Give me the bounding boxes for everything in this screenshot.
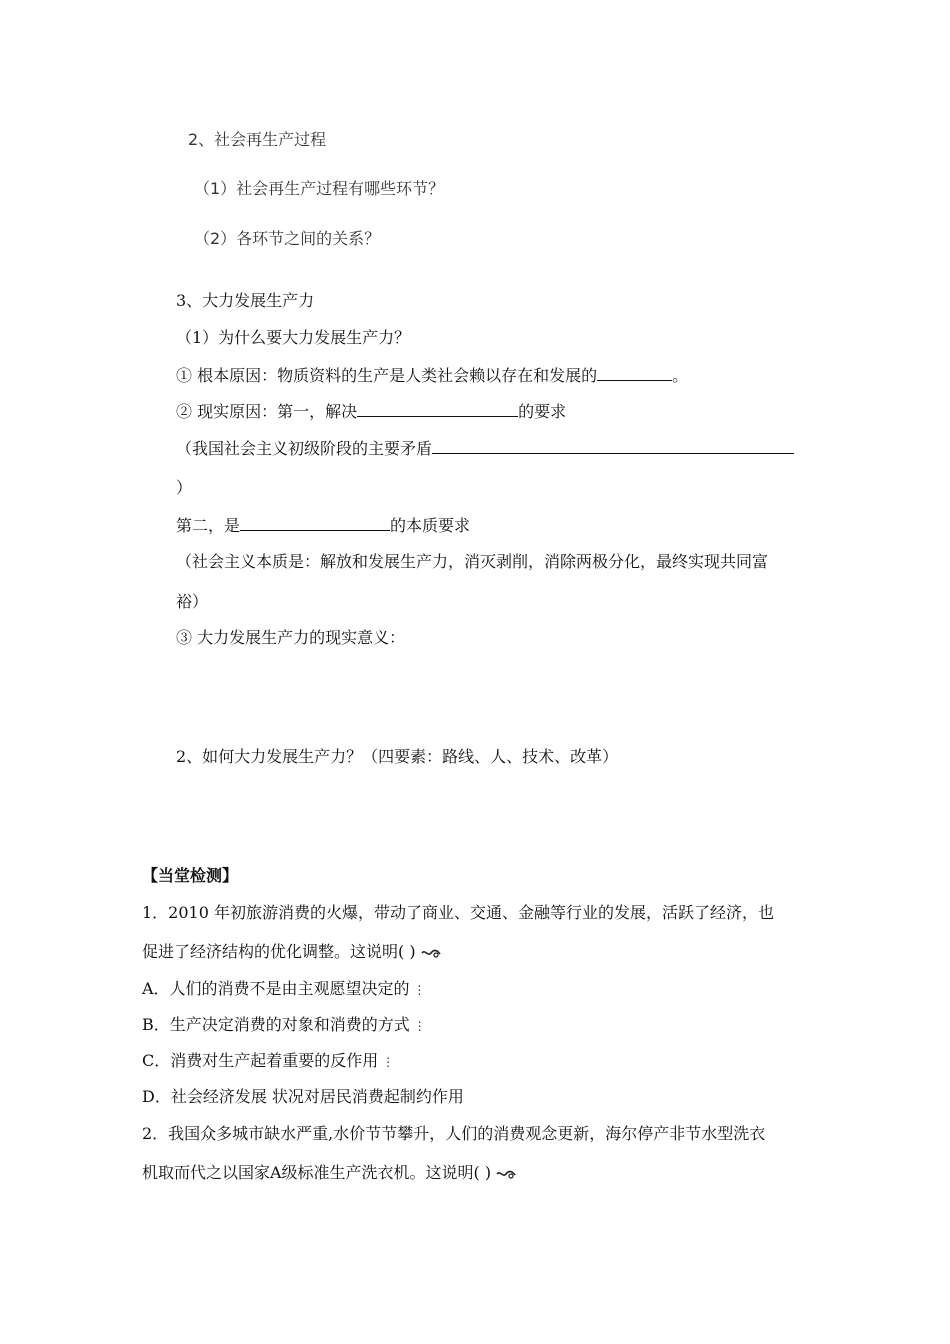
reason1-suffix: 。 <box>672 366 689 385</box>
fill-blank <box>357 400 518 417</box>
section3-heading: 3、大力发展生产力 <box>176 291 315 310</box>
contradiction-line <box>176 437 794 460</box>
second-reason-line <box>176 514 470 537</box>
reason2-text: ② 现实原因：第一，解决 <box>176 402 358 421</box>
reason2-line <box>176 400 566 423</box>
fill-blank <box>240 514 390 531</box>
second-reason-suffix: 的本质要求 <box>390 516 471 535</box>
essence-line2: 裕） <box>176 592 209 611</box>
reason3-line: ③ 大力发展生产力的现实意义： <box>176 628 406 647</box>
contradiction-text: （我国社会主义初级阶段的主要矛盾 <box>176 439 433 458</box>
fill-blank <box>432 437 794 454</box>
reason2-suffix: 的要求 <box>518 402 567 421</box>
item2-text: 机取而代之以国家A级标准生产洗衣机。这说明( ) <box>142 1163 492 1182</box>
reason1-line <box>176 364 688 387</box>
ink-scribble-icon <box>496 1168 516 1180</box>
section2-question1: （1）社会再生产过程有哪些环节？ <box>194 179 445 198</box>
test-heading: 【当堂检测】 <box>142 866 239 885</box>
section2-heading: 2、社会再生产过程 <box>188 130 327 149</box>
section2-question2: （2）各环节之间的关系？ <box>194 229 381 248</box>
option-a <box>142 978 425 1001</box>
essence-line1: （社会主义本质是：解放和发展生产力，消灭剥削，消除两极分化，最终实现共同富 <box>176 552 769 571</box>
option-d: D．社会经济发展 状况对居民消费起制约作用 <box>142 1087 464 1106</box>
option-b-text: B．生产决定消费的对象和消费的方式 <box>142 1015 410 1034</box>
item1-line1: 1．2010 年初旅游消费的火爆，带动了商业、交通、金融等行业的发展，活跃了经济，也 <box>142 903 774 922</box>
option-c-text: C．消费对生产起着重要的反作用 <box>142 1051 379 1070</box>
section3-question1: （1）为什么要大力发展生产力？ <box>176 328 411 347</box>
item1-text: 促进了经济结构的优化调整。这说明( ) <box>142 942 416 961</box>
option-b <box>142 1014 426 1037</box>
fill-blank <box>597 364 672 381</box>
dotted-mark-icon: ⋮ <box>378 1055 395 1069</box>
second-reason-text: 第二，是 <box>176 516 241 535</box>
item2-line2 <box>142 1162 516 1184</box>
dotted-mark-icon: ⋮ <box>409 1019 426 1033</box>
option-a-text: A．人们的消费不是由主观愿望决定的 <box>142 979 410 998</box>
dotted-mark-icon: ⋮ <box>409 983 426 997</box>
item1-line2 <box>142 941 441 963</box>
section3-question2: 2、如何大力发展生产力？（四要素：路线、人、技术、改革） <box>176 747 619 766</box>
option-c <box>142 1050 394 1073</box>
ink-scribble-icon <box>421 947 441 959</box>
contradiction-close: ） <box>176 478 193 497</box>
item2-line1: 2．我国众多城市缺水严重,水价节节攀升，人们的消费观念更新，海尔停产非节水型洗衣 <box>142 1124 766 1143</box>
reason1-text: ① 根本原因：物质资料的生产是人类社会赖以存在和发展的 <box>176 366 598 385</box>
